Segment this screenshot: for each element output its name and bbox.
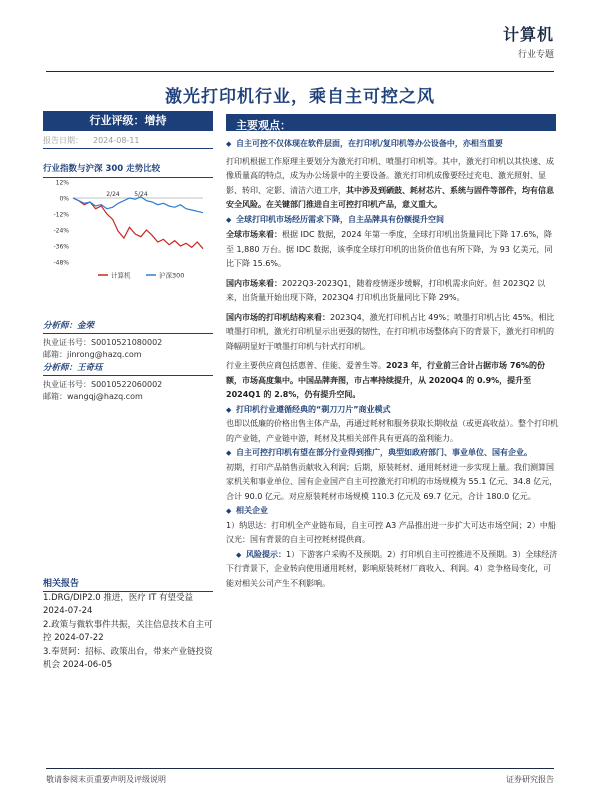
analyst-license: 执业证书号：S0010521080002 xyxy=(43,338,163,347)
paragraph-lead: 国内市场来看： xyxy=(226,278,282,288)
page-title: 激光打印机行业，乘自主可控之风 xyxy=(165,87,435,107)
date-value: 2024-08-11 xyxy=(93,136,140,145)
analyst-name: 分析师：金荣 xyxy=(43,319,213,334)
paragraph-emphasis: 其中涉及到硒鼓、耗材芯片、系统与固件等部件，均有信息安全风险。在关键部门推进自主可控打印机产品，意义重大。 xyxy=(226,185,554,209)
y-tick-label: -36% xyxy=(53,243,69,251)
y-tick-label: -24% xyxy=(53,227,69,235)
header-divider xyxy=(46,71,554,72)
analyst-1 xyxy=(43,319,213,361)
y-tick-label: -12% xyxy=(53,211,69,219)
related-reports-list xyxy=(43,592,218,673)
paragraph xyxy=(226,359,558,403)
analyst-license: 执业证书号：S0010522060002 xyxy=(43,380,163,389)
index-chart xyxy=(43,178,213,286)
report-date xyxy=(43,135,213,149)
paragraph-text: 行业主要供应商包括惠普、佳能、爱普生等。 xyxy=(226,361,386,370)
legend-label: 计算机 xyxy=(111,271,131,280)
paragraph-text: 2023Q4，激光打印机占比 49%；喷墨打印机占比 45%。相比喷墨打印机，激光打印机显示出更强的韧性，在打印机市场整体向下的背景下，激光打印机的降幅明显好于喷墨打印机与针式打印机。 xyxy=(226,312,555,351)
x-tick-label: 2/24 xyxy=(106,191,120,198)
bullet-heading: ◆ 自主可控打印机有望在部分行业得到推广，典型如政府部门、事业单位、国有企业。 xyxy=(226,446,558,461)
paragraph xyxy=(226,155,558,213)
paragraph xyxy=(226,311,558,355)
bullet-heading: ◆ 自主可控不仅体现在软件层面，在打印机/复印机等办公设备中，亦相当重要 xyxy=(226,137,558,152)
paragraph-lead: 全球市场来看： xyxy=(226,230,282,239)
x-tick-label: 5/24 xyxy=(134,191,148,198)
paragraph: 1）纳思达：打印机全产业链布局，自主可控 A3 产品推出进一步扩大可达市场空间；2）中船汉光：国有背景的自主可控耗材提供商。 xyxy=(226,520,556,544)
paragraph-text: 根据 IDC 数据，2024 年第一季度，全球打印机出货量同比下降 17.6%，降至 1,880 万台。据 IDC 数据，该季度全球打印机的出货价值也有所下降，为 93 亿美元，同比下降 15.6%。 xyxy=(226,230,553,268)
y-tick-label: 12% xyxy=(55,179,69,187)
series-line xyxy=(73,198,203,249)
bullet-heading: ◆ 打印机行业遵循经典的“剃刀刀片”商业模式 xyxy=(226,403,558,418)
bullet-heading: ◆ 全球打印机市场经历需求下降，自主品牌具有份额提升空间 xyxy=(226,213,558,228)
paragraph xyxy=(226,277,558,306)
analyst-email[interactable]: 邮箱：jinrong@hazq.com xyxy=(43,350,142,359)
related-report-item[interactable]: 1.DRG/DIP2.0 推进，医疗 IT 有望受益 2024-07-24 xyxy=(43,593,194,616)
analyst-name: 分析师：王奇珏 xyxy=(43,361,213,376)
y-tick-label: 0% xyxy=(59,195,69,203)
paragraph-lead: 国内市场的打印机结构来看： xyxy=(226,312,330,322)
related-reports-title: 相关报告 xyxy=(43,576,213,592)
rating-label: 行业评级： xyxy=(89,114,145,127)
rating-value: 增持 xyxy=(144,114,167,127)
main-points-header xyxy=(226,114,556,131)
chart-svg xyxy=(43,178,213,286)
paragraph: 也即以低廉的价格出售主体产品，再通过耗材和服务获取长期收益（或更高收益）。整个打印机的产业链，产业链中游，耗材及其相关部件具有更高的盈利能力。 xyxy=(226,419,558,443)
risk-paragraph xyxy=(226,548,558,592)
footer-label: 证券研究报告 xyxy=(506,775,554,784)
main-points-label: 主要观点： xyxy=(236,119,291,132)
date-label: 报告日期： xyxy=(43,136,83,145)
main-points-body xyxy=(226,137,558,591)
footer-divider xyxy=(46,768,554,769)
report-header xyxy=(503,22,554,60)
rating-bar xyxy=(43,111,213,131)
paragraph-emphasis: 2023 年，行业前三合计占据市场 76%的份额，市场高度集中。中国品牌奔图，市占率持续提升，从 2020Q4 的 0.9%，提升至 2024Q1 的 2.8%，仍有提升空间。 xyxy=(226,361,545,399)
sector-name: 计算机 xyxy=(502,25,554,44)
paragraph: 初期，打印产品销售贡献收入利润；后期，原装耗材、通用耗材进一步实现上量。我们测算国家机关和事业单位、国有企业国产自主可控激光打印机的市场规模为 55.1 亿元、34.8 亿元，合计 90.0 亿元。对应原装耗材市场规模 110.3 亿元及 69.7 亿元，合计 180.0 亿元。 xyxy=(226,462,558,501)
bullet-heading: ◆ 相关企业 xyxy=(226,504,558,519)
report-type: 行业专题 xyxy=(517,50,554,60)
risk-heading: ◆ 风险提示： xyxy=(226,550,286,559)
paragraph-text: 打印机根据工作原理主要划分为激光打印机、喷墨打印机等。其中，激光打印机以其快速、成像质量高的特点，成为办公场景中的主要设备。激光打印机成像要经过充电、激光照射、显影、转印、定影、清洁六道工序， xyxy=(226,156,554,195)
footer-disclaimer: 敬请参阅末页重要声明及评级说明 xyxy=(46,775,166,784)
legend-label: 沪深300 xyxy=(159,271,185,280)
related-report-item[interactable]: 3.奉贤阿：招标、政策出台，带来产业链投资机会 2024-06-05 xyxy=(43,647,213,670)
y-tick-label: -48% xyxy=(53,259,69,267)
chart-title: 行业指数与沪深 300 走势比较 xyxy=(43,162,213,178)
analyst-2 xyxy=(43,361,213,403)
paragraph-text: 2022Q3-2023Q1，随着疫情逐步缓解，打印机需求向好。但 2023Q2 以来，出货量开始出现下降，2023Q4 打印机出货量同比下降 29%。 xyxy=(226,278,546,302)
related-report-item[interactable]: 2.政策与微软事件共振，关注信息技术自主可控 2024-07-22 xyxy=(43,620,213,643)
paragraph xyxy=(226,228,558,272)
analyst-email[interactable]: 邮箱：wangqj@hazq.com xyxy=(43,392,143,401)
risk-text: 1）下游客户采购不及预期。2）打印机自主可控推进不及预期。3）全球经济下行背景下，企业转向使用通用耗材，影响原装耗材厂商收入、利润。4）竞争格局变化，可能对相关公司产生不利影响。 xyxy=(226,549,558,588)
